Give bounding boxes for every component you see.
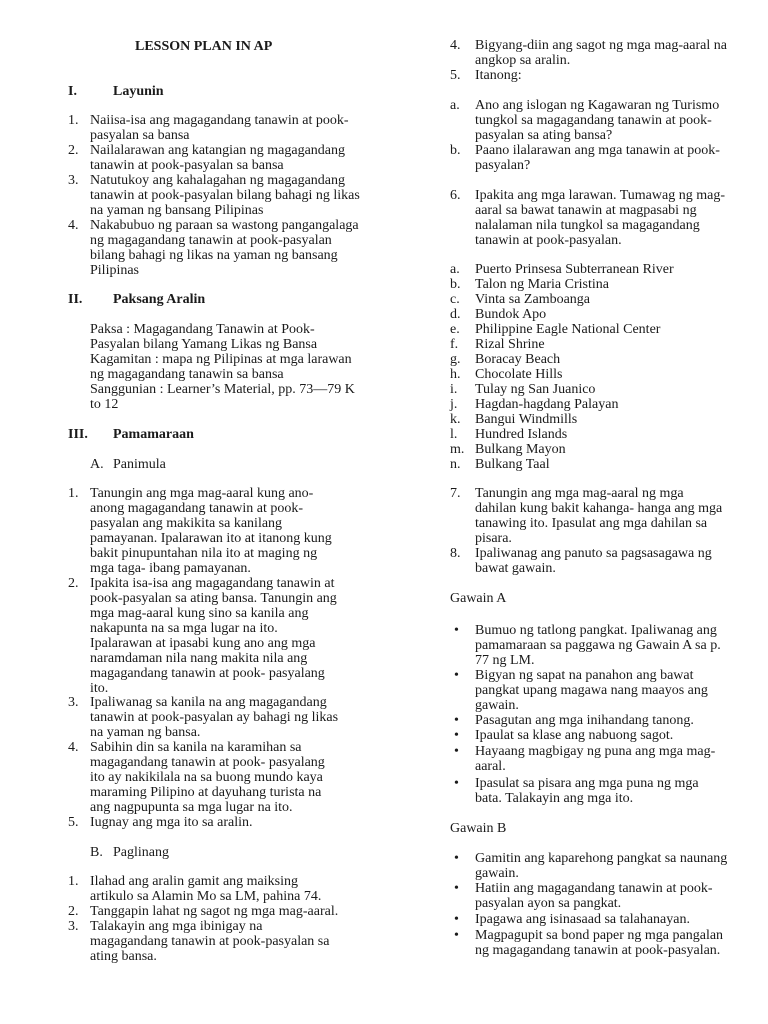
subheading-title: Panimula (113, 457, 166, 472)
tanawin-name: Bundok Apo (475, 307, 547, 322)
item-number: 8. (450, 546, 461, 561)
tanawin-letter: l. (450, 427, 458, 442)
subheading-title: Paglinang (113, 845, 169, 860)
tanawin-item (450, 427, 567, 442)
bullet-text: Ipagawa ang isinasaad sa talahanayan. (475, 912, 690, 927)
tanawin-name: Talon ng Maria Cristina (475, 277, 609, 292)
tanawin-name: Boracay Beach (475, 352, 561, 367)
item-number: 2. (68, 143, 79, 158)
item-text: Ipaliwanag ang panuto sa pagsasagawa ng bawat gawain. (475, 546, 712, 576)
paglinang-item (68, 874, 321, 904)
item-text: Naiisa-isa ang magagandang tanawin at pook- pasyalan sa bansa (90, 113, 349, 143)
gawain-a-heading: Gawain A (450, 591, 507, 606)
item-text: Bigyang-diin ang sagot ng mga mag-aaral na angkop sa aralin. (475, 38, 727, 68)
item-number: 5. (68, 815, 79, 830)
item-text: Ipakita ang mga larawan. Tumawag ng mag- aaral sa bawat tanawin at magpasabi ng nalalaman nila tungkol sa magagandang tanawin at pook-pasyalan. (475, 188, 725, 248)
subheading-letter: B. (90, 845, 103, 860)
bullet-icon: • (454, 713, 459, 728)
itanong-question (450, 98, 719, 143)
tanawin-letter: b. (450, 277, 461, 292)
subheading-letter: A. (90, 457, 104, 472)
bullet-icon: • (454, 744, 459, 759)
bullet-text: Hayaang magbigay ng puna ang mga mag- aaral. (475, 744, 716, 774)
sanggunian-text (90, 382, 355, 412)
paglinang-item (68, 904, 338, 919)
question-text: Ano ang islogan ng Kagawaran ng Turismo tungkol sa magagandang tanawin at pook- pasyalan sa ating bansa? (475, 98, 720, 143)
tanawin-item (450, 322, 660, 337)
gawain-a-bullet (454, 623, 721, 668)
item-text: Iugnay ang mga ito sa aralin. (90, 815, 253, 830)
tanawin-name: Tulay ng San Juanico (475, 382, 596, 397)
tanawin-item (450, 352, 560, 367)
tanawin-item (450, 337, 545, 352)
layunin-item (68, 173, 360, 218)
sanggunian-value: Sanggunian : Learner’s Material, pp. 73—79 K to 12 (90, 382, 355, 412)
bullet-icon: • (454, 912, 459, 927)
tanawin-name: Philippine Eagle National Center (475, 322, 661, 337)
kagamitan-value: Kagamitan : mapa ng Pilipinas at mga larawan ng magagandang tanawin sa bansa (90, 352, 352, 382)
tanawin-letter: e. (450, 322, 460, 337)
bullet-icon: • (454, 851, 459, 866)
tanawin-letter: j. (450, 397, 458, 412)
tanawin-item (450, 262, 674, 277)
item-number: 3. (68, 173, 79, 188)
gawain-b-heading: Gawain B (450, 821, 507, 836)
paksa-value: Paksa : Magagandang Tanawin at Pook- Pasyalan bilang Yamang Likas ng Bansa (90, 322, 318, 352)
tanawin-item (450, 277, 609, 292)
bullet-icon: • (454, 776, 459, 791)
bullet-icon: • (454, 623, 459, 638)
panimula-item (68, 815, 253, 830)
paksa-text (90, 322, 317, 352)
section-number: I. (68, 84, 77, 99)
itanong-question (450, 143, 720, 173)
gawain-b-bullet (454, 881, 713, 911)
tanawin-letter: g. (450, 352, 461, 367)
tanawin-letter: h. (450, 367, 461, 382)
tanawin-letter: m. (450, 442, 465, 457)
paglinang-item (450, 38, 727, 68)
section-title: Pamamaraan (113, 427, 194, 442)
item-text: Tanungin ang mga mag-aaral kung ano- anong magagandang tanawin at pook- pasyalan ang makikita sa kanilang pamayanan. Ipalarawan ito at itanong kung bakit pinupuntahan nila ito at maging ng mga taga- ibang pamayanan. (90, 486, 332, 576)
tanawin-letter: f. (450, 337, 459, 352)
question-letter: a. (450, 98, 460, 113)
tanawin-name: Chocolate Hills (475, 367, 563, 382)
bullet-text: Pasagutan ang mga inihandang tanong. (475, 713, 694, 728)
item-text: Nakabubuo ng paraan sa wastong pangangalaga ng magagandang tanawin at pook-pasyalan bilang bahagi ng likas na yaman ng bansang Pilipinas (90, 218, 359, 278)
section-heading-pamamaraan (68, 427, 194, 442)
tanawin-name: Bulkang Taal (475, 457, 550, 472)
item-text: Ipaliwanag sa kanila na ang magagandang tanawin at pook-pasyalan ay bahagi ng likas na yaman ng bansa. (90, 695, 339, 740)
layunin-item (68, 113, 349, 143)
subheading-panimula (90, 457, 166, 472)
bullet-text: Magpagupit sa bond paper ng mga pangalan ng magagandang tanawin at pook-pasyalan. (475, 928, 724, 958)
item-number: 6. (450, 188, 461, 203)
bullet-icon: • (454, 668, 459, 683)
tanawin-name: Hundred Islands (475, 427, 568, 442)
gawain-a-bullet (454, 668, 708, 713)
section-heading-layunin (68, 84, 164, 99)
tanawin-name: Bangui Windmills (475, 412, 578, 427)
item-text: Nailalarawan ang katangian ng magagandang tanawin at pook-pasyalan sa bansa (90, 143, 346, 173)
item-text: Talakayin ang mga ibinigay na magagandang tanawin at pook-pasyalan sa ating bansa. (90, 919, 330, 964)
kagamitan-text (90, 352, 352, 382)
section-title: Layunin (113, 84, 164, 99)
gawain-a-bullet (454, 713, 694, 728)
paglinang-item (450, 486, 722, 546)
subheading-paglinang (90, 845, 169, 860)
tanawin-item (450, 412, 577, 427)
paglinang-item (450, 546, 712, 576)
tanawin-item (450, 382, 595, 397)
paglinang-item (68, 919, 329, 964)
item-number: 7. (450, 486, 461, 501)
tanawin-item (450, 397, 618, 412)
section-heading-paksang-aralin (68, 292, 205, 307)
bullet-text: Hatiin ang magagandang tanawin at pook- pasyalan ayon sa pangkat. (475, 881, 713, 911)
gawain-b-bullet (454, 912, 690, 927)
item-text: Ilahad ang aralin gamit ang maiksing artikulo sa Alamin Mo sa LM, pahina 74. (90, 874, 322, 904)
section-number: II. (68, 292, 83, 307)
tanawin-item (450, 307, 546, 322)
tanawin-item (450, 292, 590, 307)
item-number: 3. (68, 695, 79, 710)
section-title: Paksang Aralin (113, 292, 206, 307)
question-text: Paano ilalarawan ang mga tanawin at pook- pasyalan? (475, 143, 720, 173)
item-number: 2. (68, 576, 79, 591)
bullet-text: Bumuo ng tatlong pangkat. Ipaliwanag ang pamamaraan sa paggawa ng Gawain A sa p. 77 ng LM. (475, 623, 721, 668)
item-number: 5. (450, 68, 461, 83)
gawain-a-bullet (454, 728, 673, 743)
tanawin-item (450, 442, 566, 457)
item-number: 3. (68, 919, 79, 934)
tanawin-letter: n. (450, 457, 461, 472)
question-letter: b. (450, 143, 461, 158)
layunin-item (68, 218, 359, 278)
bullet-text: Ipaulat sa klase ang nabuong sagot. (475, 728, 674, 743)
gawain-b-bullet (454, 928, 723, 958)
gawain-a-bullet (454, 776, 699, 806)
bullet-text: Bigyan ng sapat na panahon ang bawat pangkat upang magawa nang maayos ang gawain. (475, 668, 708, 713)
item-text: Itanong: (475, 68, 522, 83)
tanawin-name: Vinta sa Zamboanga (475, 292, 591, 307)
tanawin-item (450, 367, 563, 382)
panimula-item (68, 695, 338, 740)
tanawin-letter: c. (450, 292, 460, 307)
item-number: 4. (68, 740, 79, 755)
tanawin-item (450, 457, 550, 472)
panimula-item (68, 740, 325, 815)
panimula-item (68, 486, 332, 576)
tanawin-name: Rizal Shrine (475, 337, 545, 352)
section-number: III. (68, 427, 88, 442)
item-text: Sabihin din sa kanila na karamihan sa magagandang tanawin at pook- pasyalang ito ay nakikilala na sa buong mundo kaya maraming Pilipino at dayuhang turista na ang nagpupunta sa mga lugar na ito. (90, 740, 325, 815)
tanawin-letter: a. (450, 262, 460, 277)
item-number: 1. (68, 486, 79, 501)
item-text: Ipakita isa-isa ang magagandang tanawin at pook-pasyalan sa ating bansa. Tanungin ang mga mag-aaral kung sino sa kanila ang nakapunta na sa mga lugar na ito. Ipalarawan at ipasabi kung ano ang mga naramdaman nila nang makita nila ang magagandang tanawin at pook- pasyalang ito. (90, 576, 337, 696)
layunin-item (68, 143, 345, 173)
tanawin-letter: d. (450, 307, 461, 322)
bullet-icon: • (454, 728, 459, 743)
document-title: LESSON PLAN IN AP (135, 39, 273, 54)
gawain-a-bullet (454, 744, 715, 774)
panimula-item (68, 576, 337, 696)
tanawin-name: Hagdan-hagdang Palayan (475, 397, 619, 412)
item-text: Tanggapin lahat ng sagot ng mga mag-aaral. (90, 904, 339, 919)
item-number: 2. (68, 904, 79, 919)
bullet-icon: • (454, 928, 459, 943)
item-number: 1. (68, 113, 79, 128)
item-number: 1. (68, 874, 79, 889)
gawain-b-bullet (454, 851, 727, 881)
tanawin-letter: k. (450, 412, 461, 427)
tanawin-name: Bulkang Mayon (475, 442, 566, 457)
bullet-text: Ipasulat sa pisara ang mga puna ng mga bata. Talakayin ang mga ito. (475, 776, 699, 806)
bullet-icon: • (454, 881, 459, 896)
tanawin-letter: i. (450, 382, 458, 397)
bullet-text: Gamitin ang kaparehong pangkat sa naunang gawain. (475, 851, 728, 881)
paglinang-item (450, 68, 522, 83)
paglinang-item (450, 188, 725, 248)
item-text: Tanungin ang mga mag-aaral ng mga dahilan kung bakit kahanga- hanga ang mga tanawing ito. Ipasulat ang mga dahilan sa pisara. (475, 486, 723, 546)
item-number: 4. (450, 38, 461, 53)
item-number: 4. (68, 218, 79, 233)
tanawin-name: Puerto Prinsesa Subterranean River (475, 262, 674, 277)
item-text: Natutukoy ang kahalagahan ng magagandang tanawin at pook-pasyalan bilang bahagi ng likas na yaman ng bansang Pilipinas (90, 173, 360, 218)
